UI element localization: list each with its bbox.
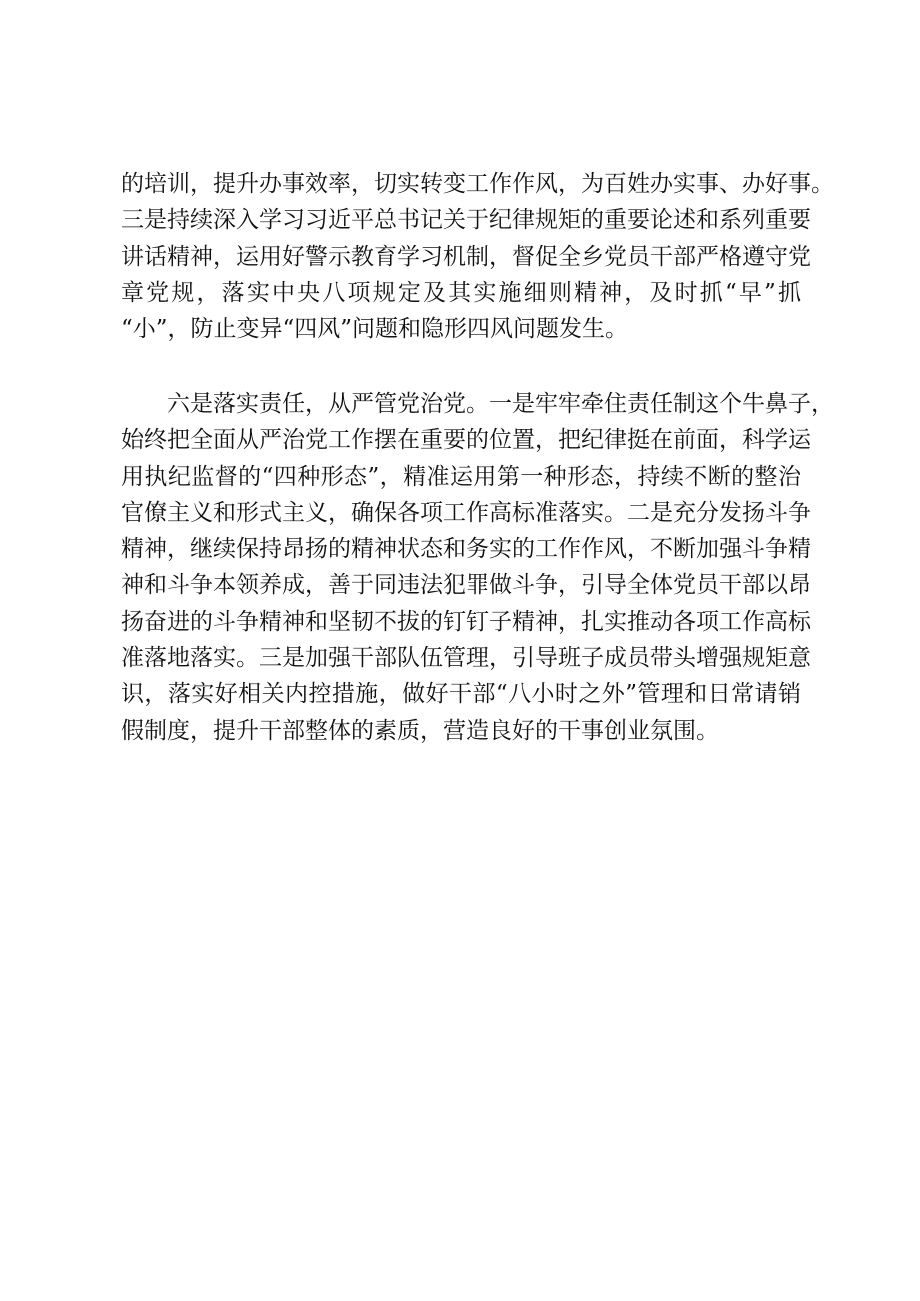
text-line: 的培训，提升办事效率，切实转变工作作风，为百姓办实事、办好事。 — [121, 171, 834, 197]
text-line: 识，落实好相关内控措施，做好干部“八小时之外”管理和日常请销 — [121, 681, 801, 708]
text-line: “小”，防止变异“四风”问题和隐形四风问题发生。 — [121, 316, 629, 343]
text-line: 三是持续深入学习习近平总书记关于纪律规矩的重要论述和系列重要 — [121, 207, 811, 234]
text-line: 六是落实责任，从严管党治党。一是牢牢牵住责任制这个牛鼻子， — [167, 391, 834, 417]
text-line: 章党规，落实中央八项规定及其实施细则精神，及时抓“早”抓 — [121, 279, 801, 306]
text-line: 准落地落实。三是加强干部队伍管理，引导班子成员带头增强规矩意 — [121, 645, 811, 672]
paragraph-continued — [121, 166, 834, 347]
text-line: 官僚主义和形式主义，确保各项工作高标准落实。二是充分发扬斗争 — [121, 499, 811, 526]
text-line: 假制度，提升干部整体的素质，营造良好的干事创业氛围。 — [121, 717, 719, 744]
paragraph-six — [121, 386, 834, 749]
text-line: 讲话精神，运用好警示教育学习机制，督促全乡党员干部严格遵守党 — [121, 243, 811, 270]
text-line: 始终把全面从严治党工作摆在重要的位置，把纪律挺在前面，科学运 — [121, 427, 811, 454]
text-line: 扬奋进的斗争精神和坚韧不拔的钉钉子精神，扎实推动各项工作高标 — [121, 608, 811, 635]
text-line: 精神，继续保持昂扬的精神状态和务实的工作作风，不断加强斗争精 — [121, 536, 811, 563]
text-line: 神和斗争本领养成，善于同违法犯罪做斗争，引导全体党员干部以昂 — [121, 572, 811, 599]
text-line: 用执纪监督的“四种形态”，精准运用第一种形态，持续不断的整治 — [121, 463, 801, 490]
